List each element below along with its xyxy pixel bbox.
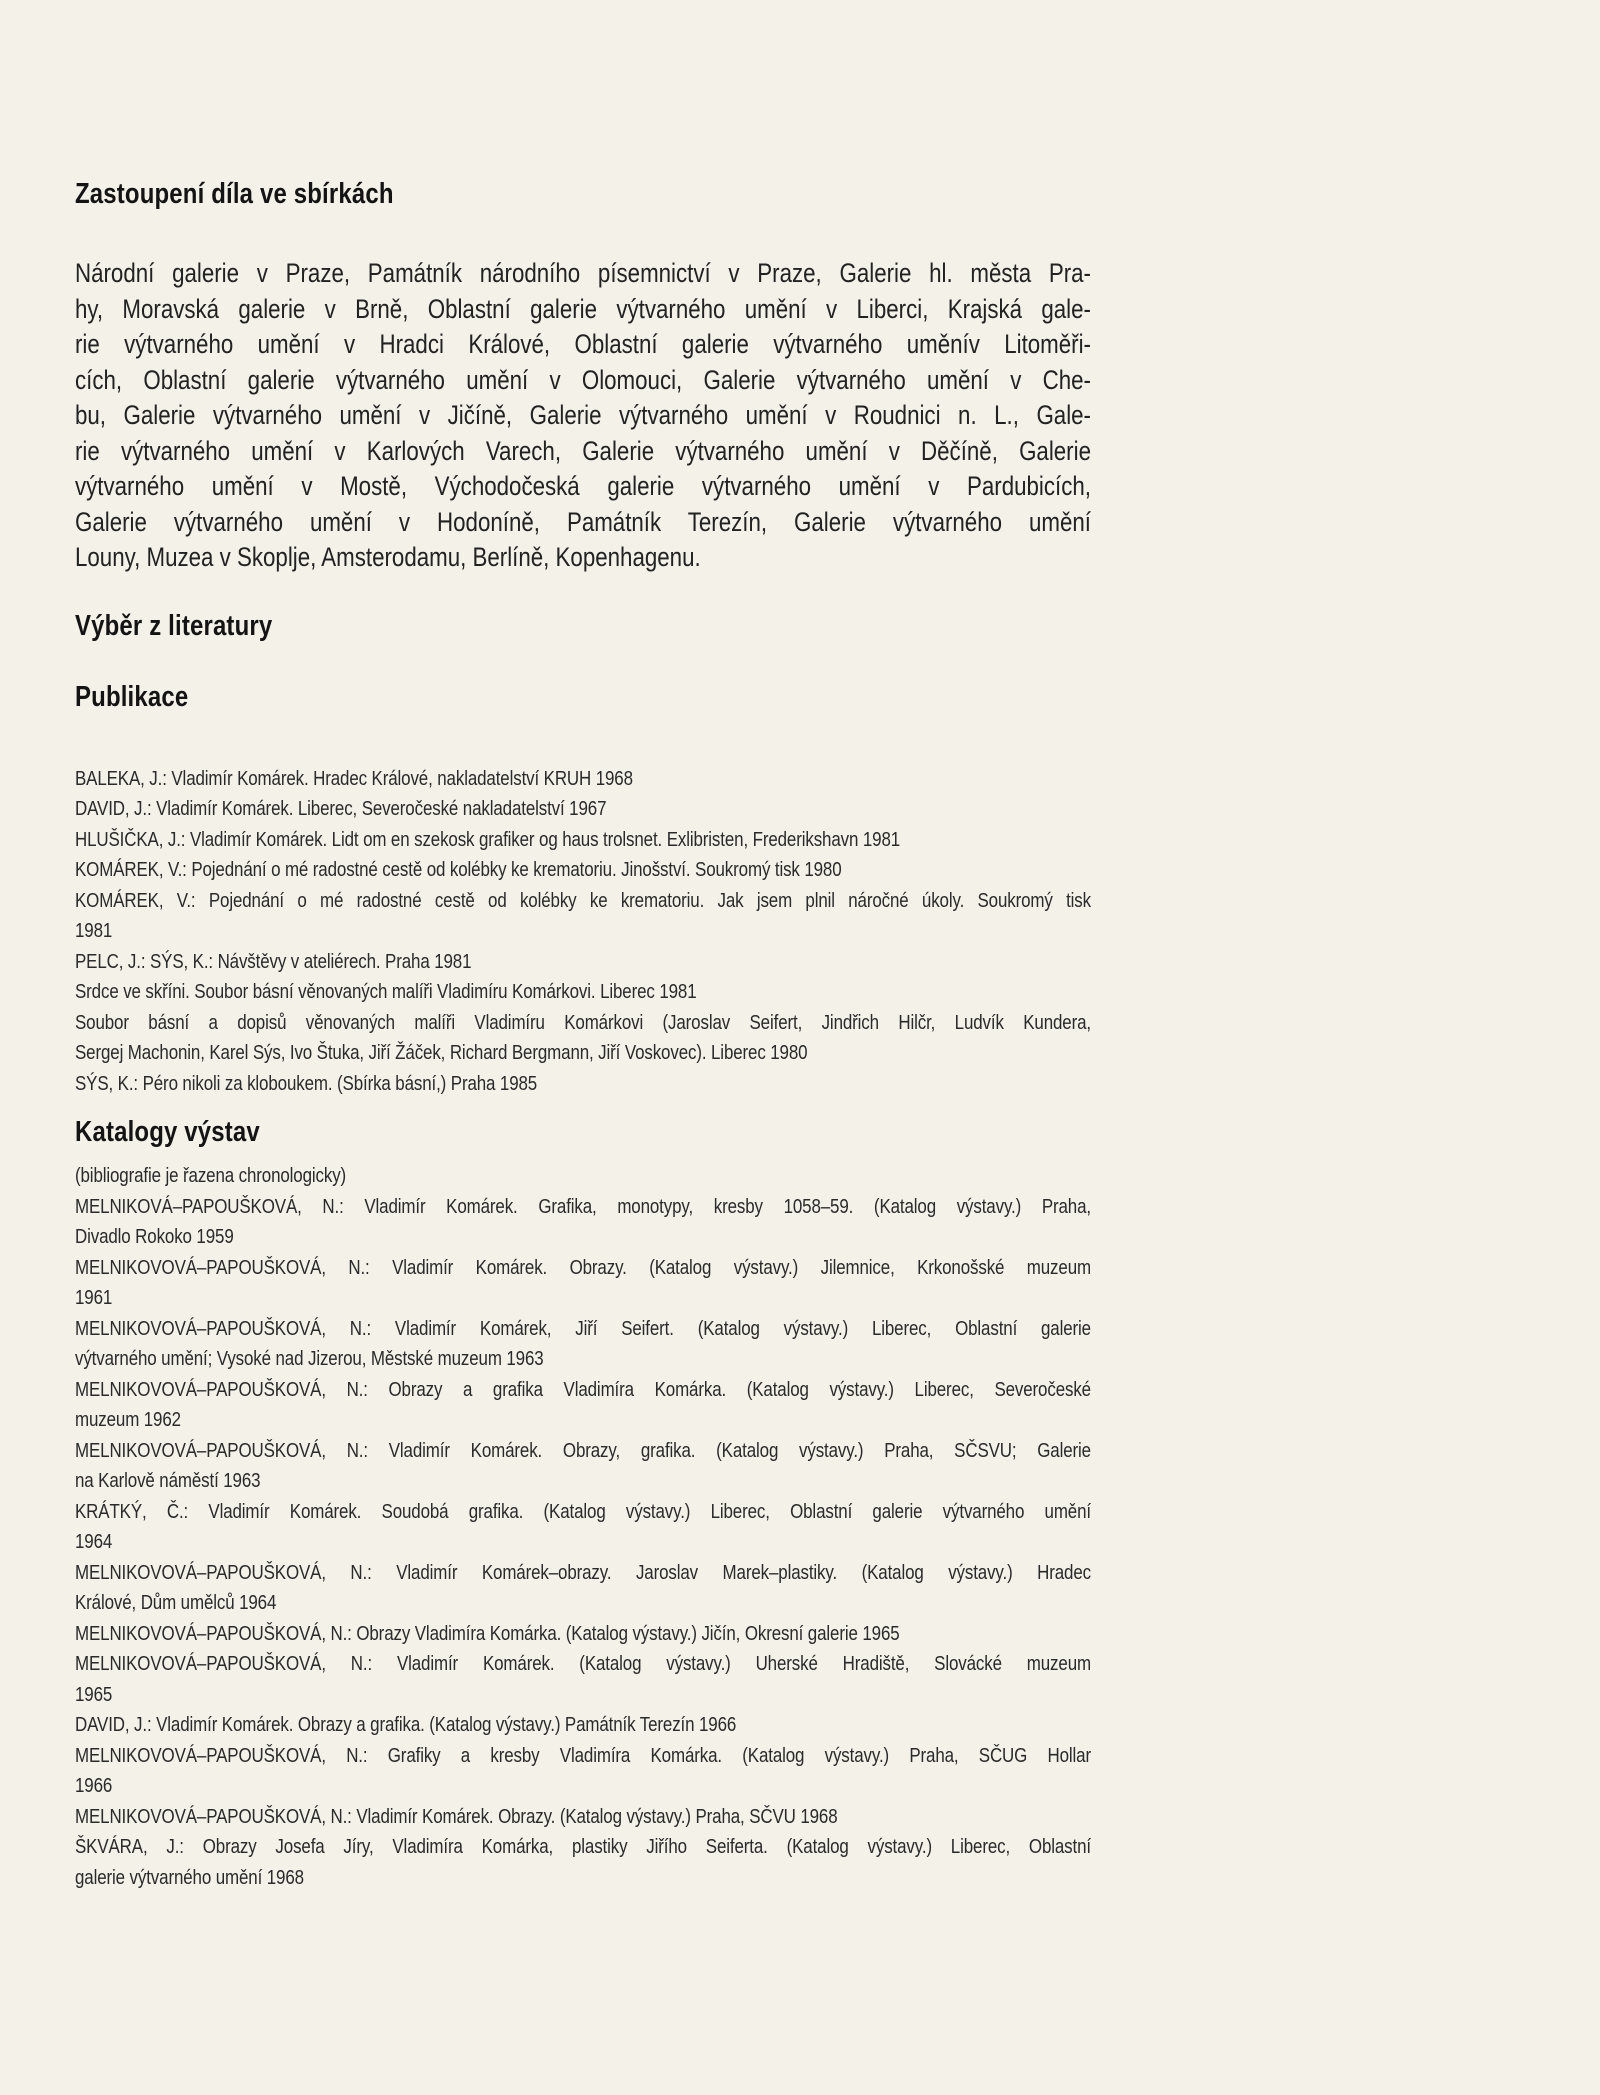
bibliography-line: BALEKA, J.: Vladimír Komárek. Hradec Králové, nakladatelství KRUH 1968 [75, 766, 633, 790]
bibliography-entry [75, 1558, 1091, 1619]
bibliography-line: na Karlově náměstí 1963 [75, 1469, 261, 1492]
bibliography-entry [75, 977, 1091, 1008]
bibliography-entry [75, 1802, 1091, 1833]
bibliography-entry [75, 794, 1091, 825]
bibliography-line: MELNIKOVOVÁ–PAPOUŠKOVÁ, N.: Vladimír Komárek. Obrazy. (Katalog výstavy.) Jilemnice, Krkonošské muzeum [75, 1255, 1091, 1279]
bibliography-line: Králové, Dům umělců 1964 [75, 1591, 277, 1614]
bibliography-entry [75, 1192, 1091, 1253]
paragraph-line: hy, Moravská galerie v Brně, Oblastní galerie výtvarného umění v Liberci, Krajská gale- [75, 293, 1091, 324]
collections-paragraph [75, 256, 1091, 576]
bibliography-line: KRÁTKÝ, Č.: Vladimír Komárek. Soudobá grafika. (Katalog výstavy.) Liberec, Oblastní galerie výtvarného umění [75, 1499, 1091, 1523]
bibliography-entry [75, 1741, 1091, 1802]
paragraph-line: výtvarného umění v Mostě, Východočeská galerie výtvarného umění v Pardubicích, [75, 471, 1091, 501]
bibliography-line: 1965 [75, 1682, 113, 1706]
bibliography-line: Divadlo Rokoko 1959 [75, 1225, 234, 1248]
bibliography-entry [75, 1253, 1091, 1314]
bibliography-entry [75, 1649, 1091, 1710]
bibliography-line: galerie výtvarného umění 1968 [75, 1865, 304, 1889]
bibliography-line: MELNIKOVOVÁ–PAPOUŠKOVÁ, N.: Grafiky a kresby Vladimíra Komárka. (Katalog výstavy.) Praha, SČUG Hollar [75, 1743, 1091, 1767]
bibliography-line: PELC, J.: SÝS, K.: Návštěvy v ateliérech. Praha 1981 [75, 949, 472, 973]
bibliography-line: MELNIKOVOVÁ–PAPOUŠKOVÁ, N.: Vladimír Komárek. Obrazy, grafika. (Katalog výstavy.) Praha, SČSVU; Galerie [75, 1438, 1091, 1462]
bibliography-line: muzeum 1962 [75, 1408, 181, 1431]
bibliography-line: 1964 [75, 1530, 113, 1553]
catalogs-list [75, 1161, 1091, 1893]
bibliography-line: výtvarného umění; Vysoké nad Jizerou, Městské muzeum 1963 [75, 1347, 544, 1370]
bibliography-line: MELNIKOVOVÁ–PAPOUŠKOVÁ, N.: Vladimír Komárek–obrazy. Jaroslav Marek–plastiky. (Katalog výstavy.) Hradec [75, 1560, 1091, 1584]
bibliography-entry [75, 1497, 1091, 1558]
bibliography-entry [75, 764, 1091, 795]
bibliography-line: DAVID, J.: Vladimír Komárek. Liberec, Severočeské nakladatelství 1967 [75, 797, 607, 820]
bibliography-entry [75, 1008, 1091, 1069]
bibliography-line: MELNIKOVOVÁ–PAPOUŠKOVÁ, N.: Obrazy a grafika Vladimíra Komárka. (Katalog výstavy.) Liberec, Severočeské [75, 1377, 1091, 1401]
bibliography-line: MELNIKOVOVÁ–PAPOUŠKOVÁ, N.: Vladimír Komárek, Jiří Seifert. (Katalog výstavy.) Liberec, Oblastní galerie [75, 1316, 1091, 1340]
bibliography-entry [75, 1710, 1091, 1741]
bibliography-line: HLUŠIČKA, J.: Vladimír Komárek. Lidt om en szekosk grafiker og haus trolsnet. Exlibristen, Frederikshavn 1981 [75, 827, 901, 851]
bibliography-line: MELNIKOVOVÁ–PAPOUŠKOVÁ, N.: Vladimír Komárek. Obrazy. (Katalog výstavy.) Praha, SČVU 1968 [75, 1804, 838, 1828]
bibliography-line: MELNIKOVÁ–PAPOUŠKOVÁ, N.: Vladimír Komárek. Grafika, monotypy, kresby 1058–59. (Katalog výstavy.) Praha, [75, 1194, 1091, 1218]
paragraph-line: Galerie výtvarného umění v Hodoníně, Památník Terezín, Galerie výtvarného umění [75, 506, 1091, 537]
bibliography-line: 1961 [75, 1286, 113, 1309]
paragraph-line: cích, Oblastní galerie výtvarného umění v Olomouci, Galerie výtvarného umění v Che- [75, 364, 1091, 395]
paragraph-line: Louny, Muzea v Skoplje, Amsterodamu, Berlíně, Kopenhagenu. [75, 542, 701, 572]
paragraph-line: rie výtvarného umění v Karlových Varech, Galerie výtvarného umění v Děčíně, Galerie [75, 435, 1091, 466]
bibliography-line: Srdce ve skříni. Soubor básní věnovaných malíři Vladimíru Komárkovi. Liberec 1981 [75, 980, 697, 1003]
bibliography-line: KOMÁREK, V.: Pojednání o mé radostné cestě od kolébky ke krematoriu. Jak jsem plnil náročné úkoly. Soukromý tisk [75, 888, 1091, 912]
bibliography-entry [75, 886, 1091, 947]
bibliography-line: 1981 [75, 919, 113, 942]
bibliography-line: MELNIKOVOVÁ–PAPOUŠKOVÁ, N.: Obrazy Vladimíra Komárka. (Katalog výstavy.) Jičín, Okresní galerie 1965 [75, 1621, 900, 1645]
bibliography-entry [75, 1375, 1091, 1436]
bibliography-entry [75, 855, 1091, 886]
bibliography-entry [75, 1832, 1091, 1893]
bibliography-entry [75, 1314, 1091, 1375]
bibliography-line: KOMÁREK, V.: Pojednání o mé radostné cestě od kolébky ke krematoriu. Jinošství. Soukromý tisk 1980 [75, 858, 842, 881]
catalogs-entries [75, 1192, 1091, 1894]
bibliography-entry [75, 947, 1091, 978]
heading-exhibition-catalogs: Katalogy výstav [75, 1116, 260, 1148]
bibliography-entry [75, 1436, 1091, 1497]
bibliography-line: MELNIKOVOVÁ–PAPOUŠKOVÁ, N.: Vladimír Komárek. (Katalog výstavy.) Uherské Hradiště, Slovácké muzeum [75, 1652, 1091, 1675]
heading-literature-selection: Výběr z literatury [75, 609, 273, 642]
bibliography-entry [75, 1069, 1091, 1100]
heading-publications: Publikace [75, 680, 189, 713]
catalogs-chronology-note: (bibliografie je řazena chronologicky) [75, 1164, 347, 1187]
bibliography-entry [75, 825, 1091, 856]
page-content [75, 0, 1091, 1893]
bibliography-line: ŠKVÁRA, J.: Obrazy Josefa Jíry, Vladimíra Komárka, plastiky Jiřího Seiferta. (Katalog výstavy.) Liberec, Oblastní [75, 1835, 1091, 1858]
paragraph-line: rie výtvarného umění v Hradci Králové, Oblastní galerie výtvarného uměnív Litoměři- [75, 329, 1091, 359]
paragraph-line: bu, Galerie výtvarného umění v Jičíně, Galerie výtvarného umění v Roudnici n. L., Gale- [75, 400, 1091, 430]
bibliography-line: DAVID, J.: Vladimír Komárek. Obrazy a grafika. (Katalog výstavy.) Památník Terezín 1966 [75, 1713, 737, 1736]
bibliography-line: SÝS, K.: Péro nikoli za kloboukem. (Sbírka básní,) Praha 1985 [75, 1071, 538, 1095]
bibliography-line: Sergej Machonin, Karel Sýs, Ivo Štuka, Jiří Žáček, Richard Bergmann, Jiří Voskovec). Liberec 1980 [75, 1041, 808, 1064]
bibliography-entry [75, 1619, 1091, 1650]
publications-list [75, 764, 1091, 1100]
heading-collections: Zastoupení díla ve sbírkách [75, 178, 394, 210]
bibliography-line: Soubor básní a dopisů věnovaných malíři Vladimíru Komárkovi (Jaroslav Seifert, Jindřich Hilčr, Ludvík Kundera, [75, 1010, 1091, 1034]
bibliography-line: 1966 [75, 1774, 113, 1797]
paragraph-line: Národní galerie v Praze, Památník národního písemnictví v Praze, Galerie hl. města Pra- [75, 258, 1091, 288]
